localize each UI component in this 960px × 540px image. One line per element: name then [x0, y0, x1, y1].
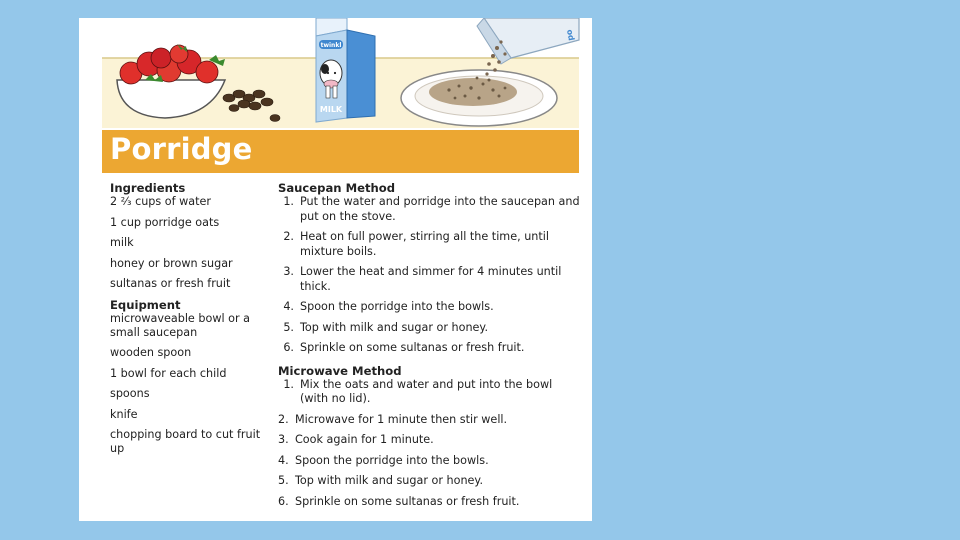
microwave-step [278, 413, 583, 428]
step-number: 1. [283, 377, 294, 391]
saucepan-step [278, 265, 583, 294]
svg-text:od: od [565, 28, 576, 42]
step-number: 4. [278, 453, 289, 467]
saucepan-step [278, 300, 583, 315]
equipment-item: spoons [110, 387, 150, 400]
step-text: Spoon the porridge into the bowls. [295, 453, 489, 467]
ingredient-item: milk [110, 236, 134, 249]
step-number: 3. [283, 265, 294, 278]
ingredient-item: 1 cup porridge oats [110, 215, 220, 229]
saucepan-step [278, 321, 583, 336]
microwave-step [278, 433, 583, 448]
microwave-step [278, 495, 583, 510]
equipment-item: 1 bowl for each child [110, 366, 227, 380]
ingredient-item: 2 ²⁄₃ cups of water [110, 195, 212, 208]
recipe-card [79, 18, 592, 521]
right-column [278, 181, 583, 515]
ingredients-heading: Ingredients [110, 181, 186, 195]
step-number: 1. [283, 195, 294, 208]
step-number: 2. [278, 412, 289, 426]
step-number: 6. [278, 494, 289, 508]
step-text: Put the water and porridge into the saucepan and put on the stove. [300, 195, 580, 223]
step-number: 6. [283, 341, 294, 354]
step-text: Sprinkle on some sultanas or fresh fruit. [295, 494, 520, 508]
oat-plate-icon [401, 70, 557, 126]
equipment-item: wooden spoon [110, 346, 192, 359]
ingredient-item: sultanas or fresh fruit [110, 277, 231, 290]
saucepan-method-heading: Saucepan Method [278, 181, 396, 195]
microwave-step [278, 454, 583, 469]
left-column [110, 181, 270, 463]
step-number: 5. [283, 320, 294, 334]
step-number: 4. [283, 300, 294, 313]
equipment-item: chopping board to cut fruit up [110, 428, 261, 455]
step-number: 5. [278, 474, 289, 487]
microwave-step [278, 378, 583, 407]
step-number: 2. [283, 230, 294, 243]
equipment-heading: Equipment [110, 297, 181, 312]
equipment-item: knife [110, 407, 138, 421]
equipment-item: microwaveable bowl or a small saucepan [110, 311, 250, 339]
step-text: Lower the heat and simmer for 4 minutes until thick. [300, 265, 562, 293]
step-text: Heat on full power, stirring all the time, until mixture boils. [300, 230, 549, 258]
step-text: Sprinkle on some sultanas or fresh fruit. [300, 341, 525, 354]
step-number: 3. [278, 433, 289, 446]
title-bar [102, 130, 579, 173]
carton-label-text: MILK [319, 105, 343, 114]
step-text: Top with milk and sugar or honey. [295, 474, 483, 487]
saucepan-step [278, 230, 583, 259]
step-text: Spoon the porridge into the bowls. [300, 300, 494, 313]
recipe-title: Porridge [110, 132, 253, 166]
step-text: Microwave for 1 minute then stir well. [295, 412, 508, 426]
ingredient-item: honey or brown sugar [110, 256, 233, 270]
carton-brand-text: twinkl [320, 42, 342, 49]
step-text: Mix the oats and water and put into the bowl (with no lid). [300, 377, 553, 405]
step-text: Top with milk and sugar or honey. [300, 320, 488, 334]
saucepan-step [278, 195, 583, 224]
saucepan-step [278, 341, 583, 356]
milk-carton-icon [316, 18, 375, 122]
banner-illustration [79, 18, 592, 128]
microwave-step [278, 474, 583, 489]
step-text: Cook again for 1 minute. [295, 433, 434, 446]
microwave-method-heading: Microwave Method [278, 363, 402, 378]
